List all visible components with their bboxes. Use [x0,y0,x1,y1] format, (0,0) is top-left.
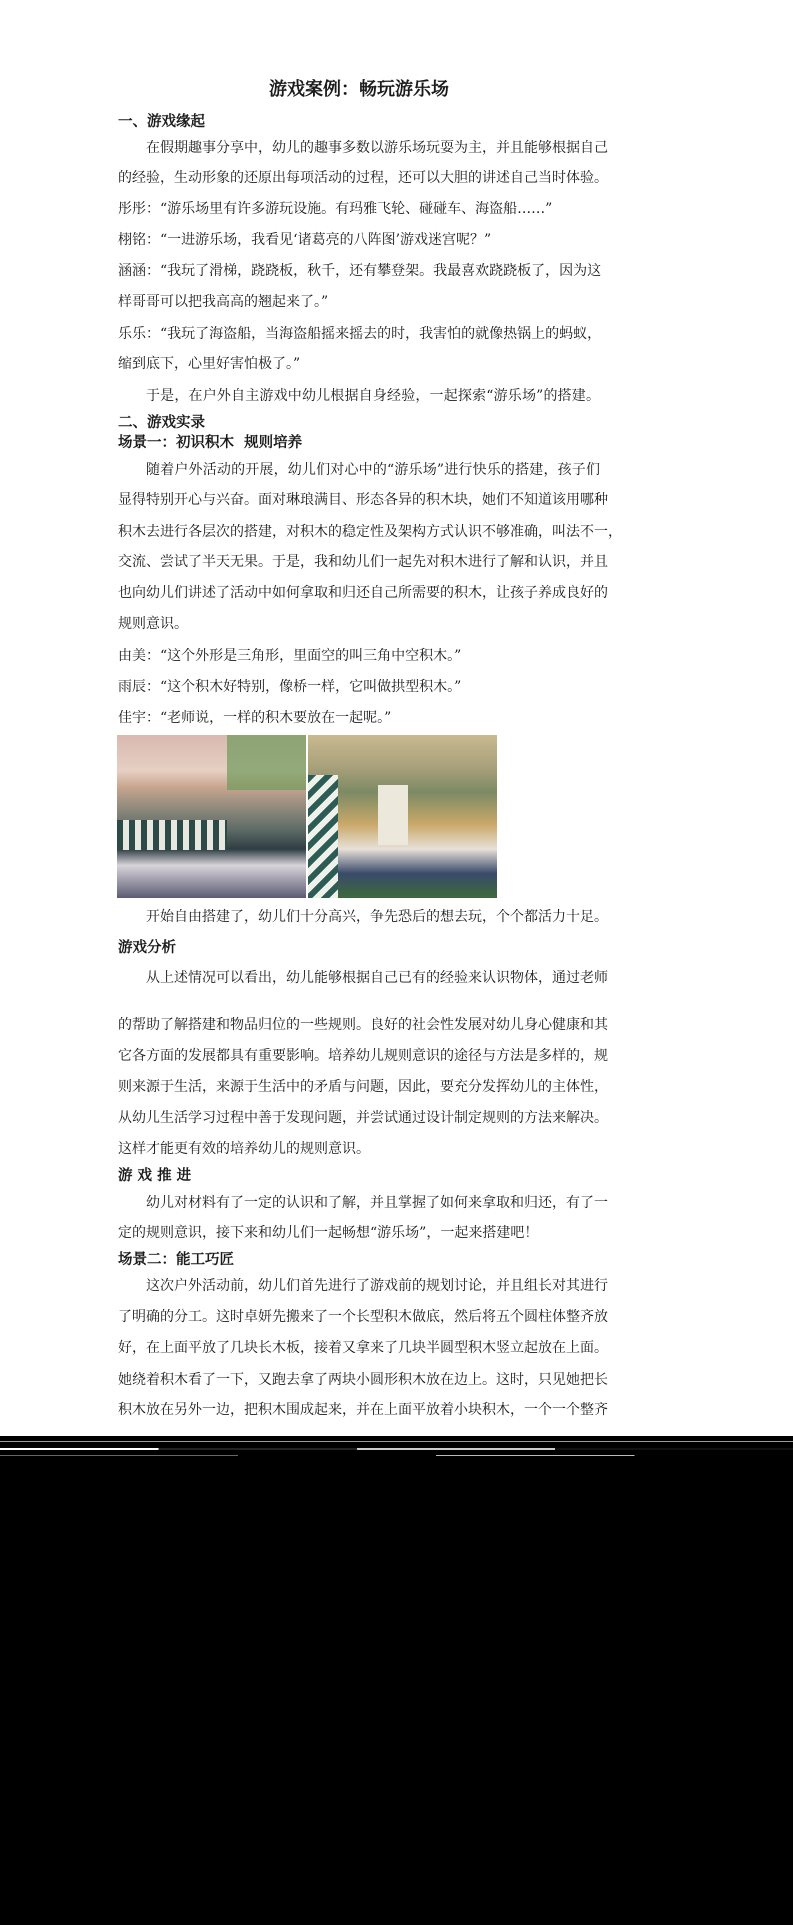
section-heading-origin: 一、游戏缘起 [118,113,205,130]
dialogue-line: 缩到底下，心里好害怕极了。” [118,356,301,372]
paragraph-line: 显得特别开心与兴奋。面对琳琅满目、形态各异的积木块，她们不知道该用哪种 [118,492,608,508]
document-title: 游戏案例：畅玩游乐场 [269,79,449,100]
photo-striped-tent [308,775,338,898]
paragraph-line: 这次户外活动前，幼儿们首先进行了游戏前的规划讨论，并且组长对其进行 [146,1278,608,1294]
dialogue-line: 彤彤：“游乐场里有许多游玩设施。有玛雅飞轮、碰碰车、海盗船……” [118,201,553,217]
dialogue-line: 乐乐：“我玩了海盗船，当海盗船摇来摇去的时，我害怕的就像热锅上的蚂蚁， [118,326,602,342]
paragraph-line: 了明确的分工。这时卓妍先搬来了一个长型积木做底，然后将五个圆柱体整齐放 [118,1309,608,1325]
scan-artifact-stripe [0,1441,793,1442]
paragraph-line: 于是，在户外自主游戏中幼儿根据自身经验，一起探索“游乐场”的搭建。 [146,388,600,404]
paragraph-line: 积木去进行各层次的搭建，对积木的稳定性及架构方式认识不够准确，叫法不一， [118,524,622,540]
paragraph-line: 交流、尝试了半天无果。于是，我和幼儿们一起先对积木进行了解和认识，并且 [118,554,608,570]
paragraph-line: 也向幼儿们讲述了活动中如何拿取和归还自己所需要的积木，让孩子养成良好的 [118,585,608,601]
scan-artifact-stripe [0,1455,793,1456]
corrupted-black-region [0,1436,793,1925]
scene1-heading: 场景一：初识积木 规则培养 [118,434,303,451]
paragraph-line: 积木放在另外一边，把积木围成起来，并在上面平放着小块积木，一个一个整齐 [118,1402,608,1418]
paragraph-line: 这样才能更有效的培养幼儿的规则意识。 [118,1141,370,1157]
photo-trees [227,735,306,790]
paragraph-line: 从上述情况可以看出，幼儿能够根据自己已有的经验来认识物体，通过老师 [146,970,608,986]
paragraph-line: 规则意识。 [118,616,188,632]
advance-heading: 游 戏 推 进 [118,1167,192,1184]
dialogue-line: 佳宇：“老师说，一样的积木要放在一起呢。” [118,710,392,726]
dialogue-line: 样哥哥可以把我高高的翘起来了。” [118,294,329,310]
paragraph-line: 的帮助了解搭建和物品归位的一些规则。良好的社会性发展对幼儿身心健康和其 [118,1017,608,1033]
dialogue-line: 雨辰：“这个积木好特别，像桥一样，它叫做拱型积木。” [118,679,462,695]
paragraph-line: 它各方面的发展都具有重要影响。培养幼儿规则意识的途径与方法是多样的，规 [118,1048,608,1064]
dialogue-line: 栩铭：“一进游乐场，我看见‘诸葛亮的八阵图’游戏迷宫呢？” [118,232,492,248]
photo-teacher [378,785,408,845]
scene2-heading: 场景二：能工巧匠 [118,1251,234,1268]
paragraph-line: 在假期趣事分享中，幼儿的趣事多数以游乐场玩耍为主，并且能够根据自己 [146,140,608,156]
paragraph-line: 好，在上面平放了几块长木板，接着又拿来了几块半圆型积木竖立起放在上面。 [118,1340,608,1356]
paragraph-line: 随着户外活动的开展，幼儿们对心中的“游乐场”进行快乐的搭建，孩子们 [146,462,600,478]
section-heading-record: 二、游戏实录 [118,414,205,431]
photo-striped-tent [117,820,227,850]
activity-photo-2 [308,735,497,898]
paragraph-line: 则来源于生活，来源于生活中的矛盾与问题，因此，要充分发挥幼儿的主体性， [118,1079,608,1095]
paragraph-line: 她绕着积木看了一下，又跑去拿了两块小圆形积木放在边上。这时，只见她把长 [118,1372,608,1388]
paragraph-line: 的经验，生动形象的还原出每项活动的过程，还可以大胆的讲述自己当时体验。 [118,170,608,186]
dialogue-line: 由美：“这个外形是三角形，里面空的叫三角中空积木。” [118,648,462,664]
paragraph-line: 定的规则意识，接下来和幼儿们一起畅想“游乐场”，一起来搭建吧！ [118,1225,539,1241]
dialogue-line: 涵涵：“我玩了滑梯，跷跷板，秋千，还有攀登架。我最喜欢跷跷板了，因为这 [118,263,602,279]
paragraph-line: 幼儿对材料有了一定的认识和了解，并且掌握了如何来拿取和归还，有了一 [146,1195,608,1211]
activity-photo-1 [117,735,306,898]
paragraph-line: 从幼儿生活学习过程中善于发现问题，并尝试通过设计制定规则的方法来解决。 [118,1110,608,1126]
photo-caption: 开始自由搭建了，幼儿们十分高兴，争先恐后的想去玩，个个都活力十足。 [146,909,608,925]
analysis-heading: 游戏分析 [118,939,176,956]
scan-artifact-stripe [0,1448,793,1450]
